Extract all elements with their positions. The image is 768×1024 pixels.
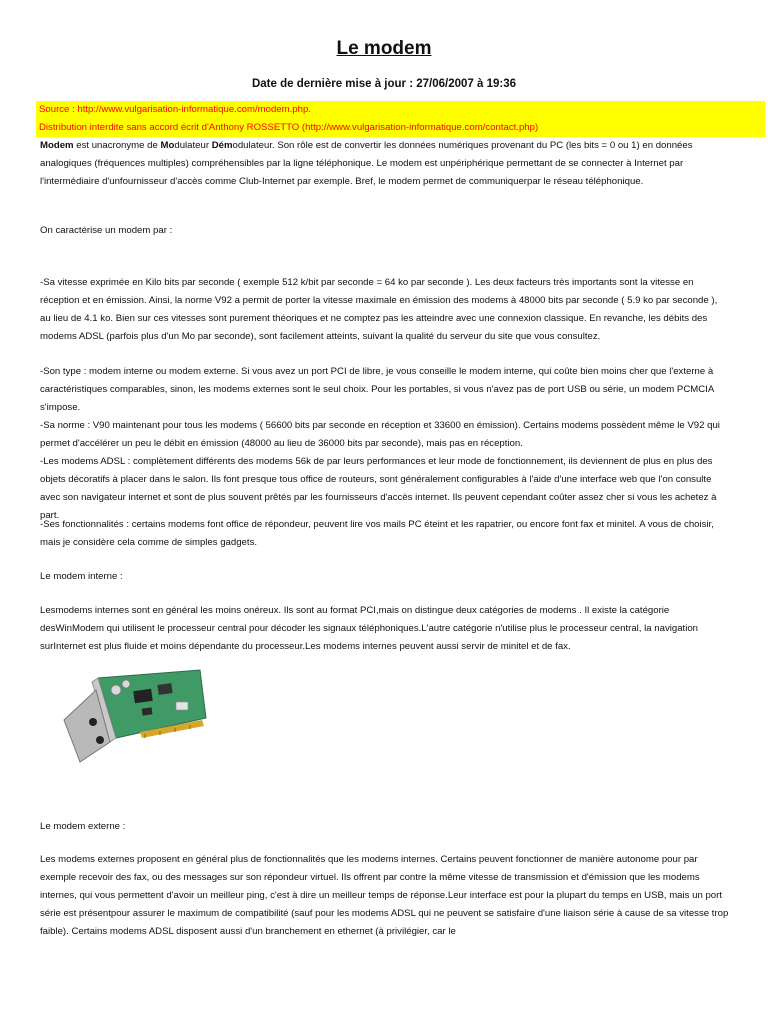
interne-paragraph: Lesmodems internes sont en général les moins onéreux. Ils sont au format PCI,mais on distingue deux catégories de modems . Il existe la catégorie desWinModem qui utilisent le processeur central pour décoder les signaux téléphoniques.L'autre catégorie n'utilise plus le processeur central, la navigation surInternet est plus fluide et moins dépendante du processeur.Les modems internes peuvent aussi servir de minitel et de fax. — [40, 605, 699, 652]
criteria-features: -Ses fonctionnalités : certains modems font office de répondeur, peuvent lire vos mails PC éteint et les rapatrier, ou encore font fax et minitel. A vous de choisir, mais je considère cela comme de simples gadgets. — [40, 519, 714, 548]
criteria-norm: -Sa norme : V90 maintenant pour tous les modems ( 56600 bits par seconde en réception et 33600 en émission). Certains modems possèdent même le V92 qui permet d'accélérer un peu le débit en émission (48000 au lieu de 36000 bits par seconde), mais pas en réception. — [40, 420, 720, 449]
intro-paragraph: Modem est unacronyme de Modulateur Démodulateur. Son rôle est de convertir les données numériques provenant du PC (les bits = 0 ou 1) en données analogiques (fréquences multiples) compréhensibles par la ligne téléphonique. Le modem est unpériphérique permettant de se connecter à Internet par l'intermédiaire d'unfournisseur d'accès comme Club-Internet par exemple. Bref, le modem permet de communiquerpar le réseau téléphonique. — [40, 140, 693, 187]
caracterise-line: On caractérise un modem par : — [40, 225, 173, 236]
distribution-notice: Distribution interdite sans accord écrit d'Anthony ROSSETTO (http://www.vulgarisation-informatique.com/contact.php) — [39, 122, 539, 133]
section-heading-interne: Le modem interne : — [40, 571, 123, 582]
externe-paragraph: Les modems externes proposent en général plus de fonctionnalités que les modems internes. Certains peuvent fonctionner de manière autonome pour par exemple recevoir des fax, ou des messages sur son répondeur virtuel. Ils offrent par contre la même vitesse de transmission et d'émission que les modems internes, qui vous permettent d'avoir un meilleur ping, c'est à dire un meilleur temps de réponse.Leur interface est pour la plupart du temps en USB, mais un port série est présentpour assurer le maximum de compatibilité (sauf pour les modems ADSL qui ne peuvent se satisfaire d'une liaison série à cause de sa vitesse trop faible). Certains modems ADSL disposent aussi d'un branchement en ethernet (à privilégier, car le — [40, 854, 729, 937]
modem-term: Modem — [40, 140, 74, 151]
criteria-type: -Son type : modem interne ou modem externe. Si vous avez un port PCI de libre, je vous conseille le modem interne, qui coûte bien moins cher que l'externe à caractéristiques comparables, sinon, les modems externes sont le seul choix. Pour les portables, si vous n'avez pas de port USB ou série, un modem PCMCIA s'impose. — [40, 366, 714, 413]
criteria-adsl: -Les modems ADSL : complètement différents des modems 56k de par leurs performances et leur mode de fonctionnement, ils deviennent de plus en plus des objets décoratifs à placer dans le salon. Ils font presque tous office de routeurs, sont généralement configurables à l'aide d'une interface web que l'on consulte avec son navigateur internet et sont de plus souvent prêtés par les fournisseurs d'accès internet. Ils peuvent cependant coûter assez cher si vous les achetez à part. — [40, 456, 717, 521]
page-title: Le modem — [336, 38, 432, 59]
internal-modem-card-image — [50, 660, 210, 770]
source-highlight-box — [36, 101, 765, 137]
criteria-speed: -Sa vitesse exprimée en Kilo bits par seconde ( exemple 512 k/bit par seconde = 64 ko par seconde ). Les deux facteurs très importants sont la vitesse en réception et en émission. Ainsi, la norme V92 a permit de porter la vitesse maximale en émission des modems à 48000 bits par seconde ( 5.9 ko par seconde ), au lieu de 4.1 ko. Bien sur ces vitesses sont purement théoriques et ne comptez pas les atteindre avec une connexion classique. En revanche, les débits des modems ADSL (parfois plus d'un Mo par seconde), sont facilement atteints, suivant la qualité du serveur du site que vous consultez. — [40, 277, 718, 342]
source-line: Source : http://www.vulgarisation-informatique.com/modem.php. — [39, 104, 311, 115]
last-update-date: Date de dernière mise à jour : 27/06/2007 à 19:36 — [251, 78, 516, 90]
section-heading-externe: Le modem externe : — [40, 821, 126, 832]
